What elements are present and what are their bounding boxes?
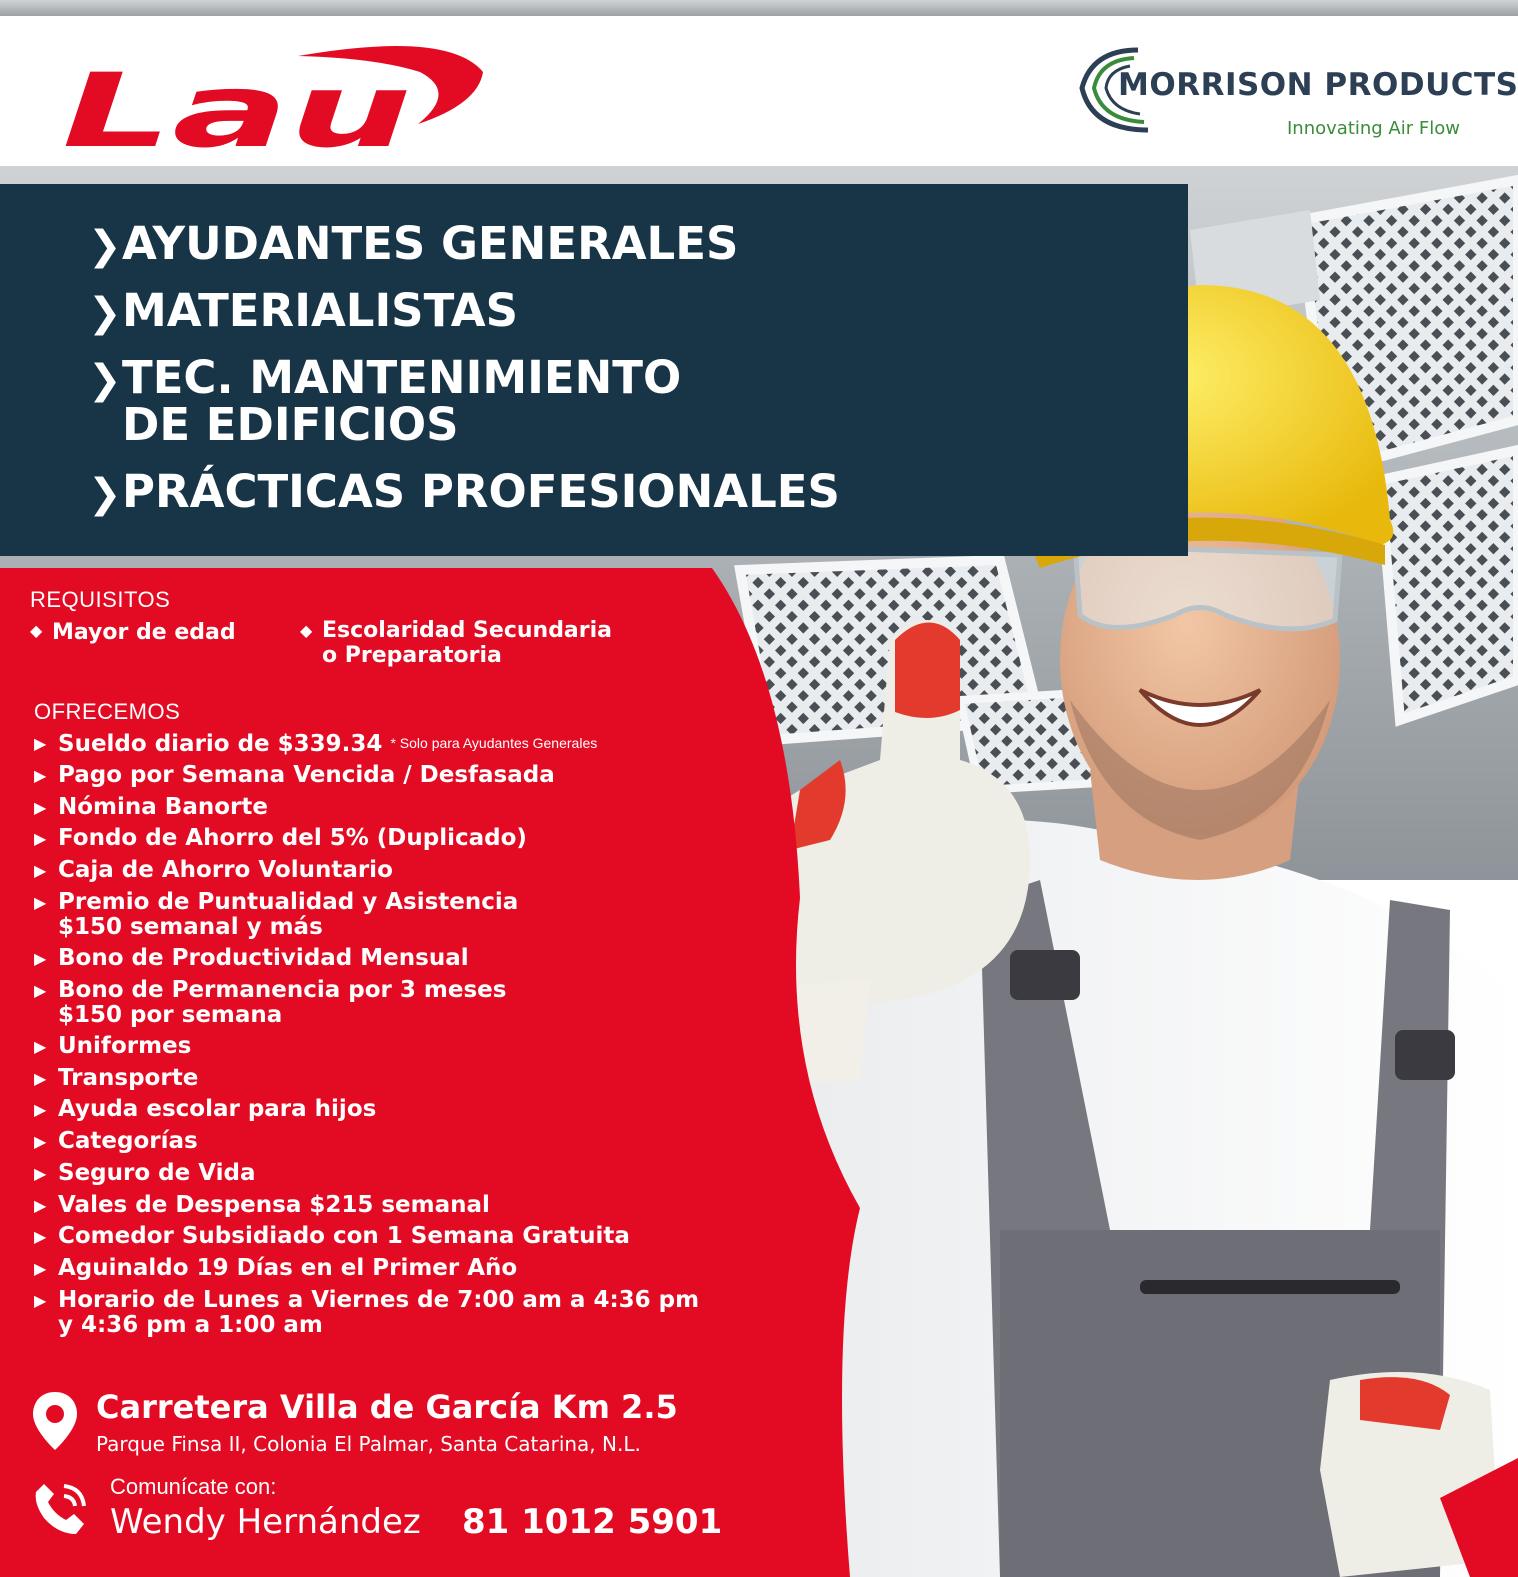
contact-label: Comunícate con: [110, 1474, 277, 1499]
morrison-products-name: MORRISON PRODUCTS [1118, 67, 1518, 103]
job-title: MATERIALISTAS [122, 284, 519, 337]
triangle-bullet-icon: ▶ [34, 1037, 47, 1056]
address-main: Carretera Villa de García Km 2.5 [96, 1388, 678, 1426]
benefit-item: ▶ Pago por Semana Vencida / Desfasada [34, 762, 555, 788]
benefit-item: ▶ Sueldo diario de $339.34 * Solo para Ayudantes Generales [34, 731, 598, 757]
benefit-note: * Solo para Ayudantes Generales [390, 735, 598, 751]
triangle-bullet-icon: ▶ [34, 798, 47, 817]
triangle-bullet-icon: ▶ [34, 1100, 47, 1119]
benefit-item: ▶ Bono de Permanencia por 3 meses $150 por semana [34, 977, 507, 1028]
triangle-bullet-icon: ▶ [34, 1227, 47, 1246]
chevron-right-icon: ❯ [88, 471, 122, 517]
job-title: PRÁCTICAS PROFESIONALES [122, 465, 840, 518]
triangle-bullet-icon: ▶ [34, 1259, 47, 1278]
triangle-bullet-icon: ▶ [34, 1196, 47, 1215]
benefit-item: ▶ Comedor Subsidiado con 1 Semana Gratuita [34, 1223, 630, 1249]
benefit-item: ▶ Aguinaldo 19 Días en el Primer Año [34, 1255, 518, 1281]
job-item [88, 351, 682, 451]
benefit-item: ▶ Bono de Productividad Mensual [34, 945, 469, 971]
benefit-item: ▶ Nómina Banorte [34, 794, 268, 820]
triangle-bullet-icon: ▶ [34, 829, 47, 848]
benefit-item: ▶ Horario de Lunes a Viernes de 7:00 am a 4:36 pm y 4:36 pm a 1:00 am [34, 1287, 700, 1338]
phone-icon [30, 1478, 92, 1540]
triangle-bullet-icon: ▶ [34, 893, 47, 912]
triangle-bullet-icon: ▶ [34, 949, 47, 968]
lau-logo [58, 34, 488, 158]
benefit-item: ▶ Seguro de Vida [34, 1160, 256, 1186]
chevron-right-icon: ❯ [88, 357, 122, 403]
address-detail: Parque Finsa II, Colonia El Palmar, Santa Catarina, N.L. [96, 1432, 641, 1456]
location-pin-icon [30, 1390, 80, 1452]
job-item [88, 284, 519, 337]
triangle-bullet-icon: ▶ [34, 766, 47, 785]
triangle-bullet-icon: ▶ [34, 1132, 47, 1151]
chevron-right-icon: ❯ [88, 223, 122, 269]
job-title-line2: DE EDIFICIOS [122, 398, 459, 451]
chevron-right-icon: ❯ [88, 290, 122, 336]
benefit-item: ▶ Vales de Despensa $215 semanal [34, 1192, 490, 1218]
benefit-item: ▶ Ayuda escolar para hijos [34, 1096, 377, 1122]
job-item [88, 217, 739, 270]
contact-phone[interactable]: 81 1012 5901 [462, 1502, 723, 1542]
benefit-item: ▶ Uniformes [34, 1033, 192, 1059]
triangle-bullet-icon: ▶ [34, 1291, 47, 1310]
benefit-item: ▶ Fondo de Ahorro del 5% (Duplicado) [34, 825, 527, 851]
contact-name: Wendy Hernández [110, 1502, 421, 1542]
benefit-item: ▶ Transporte [34, 1065, 199, 1091]
triangle-bullet-icon: ▶ [34, 734, 47, 753]
diamond-bullet-icon: ◆ [30, 621, 43, 640]
requisito-item: ◆ Escolaridad Secundaria o Preparatoria [300, 618, 613, 668]
triangle-bullet-icon: ▶ [34, 1164, 47, 1183]
triangle-bullet-icon: ▶ [34, 1069, 47, 1088]
benefit-item: ▶ Caja de Ahorro Voluntario [34, 857, 393, 883]
requisitos-title: REQUISITOS [30, 587, 171, 612]
benefit-item: ▶ Categorías [34, 1128, 198, 1154]
job-openings-panel [0, 184, 1188, 556]
job-title: TEC. MANTENIMIENTO [122, 351, 682, 404]
job-title: AYUDANTES GENERALES [122, 217, 739, 270]
job-item [88, 465, 840, 518]
svg-text:Lau: Lau [62, 52, 412, 158]
morrison-tagline: Innovating Air Flow [1287, 118, 1460, 139]
header-band [0, 16, 1518, 166]
ofrecemos-title: OFRECEMOS [34, 699, 181, 724]
requisito-item: ◆ Mayor de edad [30, 620, 236, 645]
diamond-bullet-icon: ◆ [300, 621, 313, 640]
benefit-item: ▶ Premio de Puntualidad y Asistencia $150 semanal y más [34, 889, 519, 940]
triangle-bullet-icon: ▶ [34, 981, 47, 1000]
triangle-bullet-icon: ▶ [34, 861, 47, 880]
